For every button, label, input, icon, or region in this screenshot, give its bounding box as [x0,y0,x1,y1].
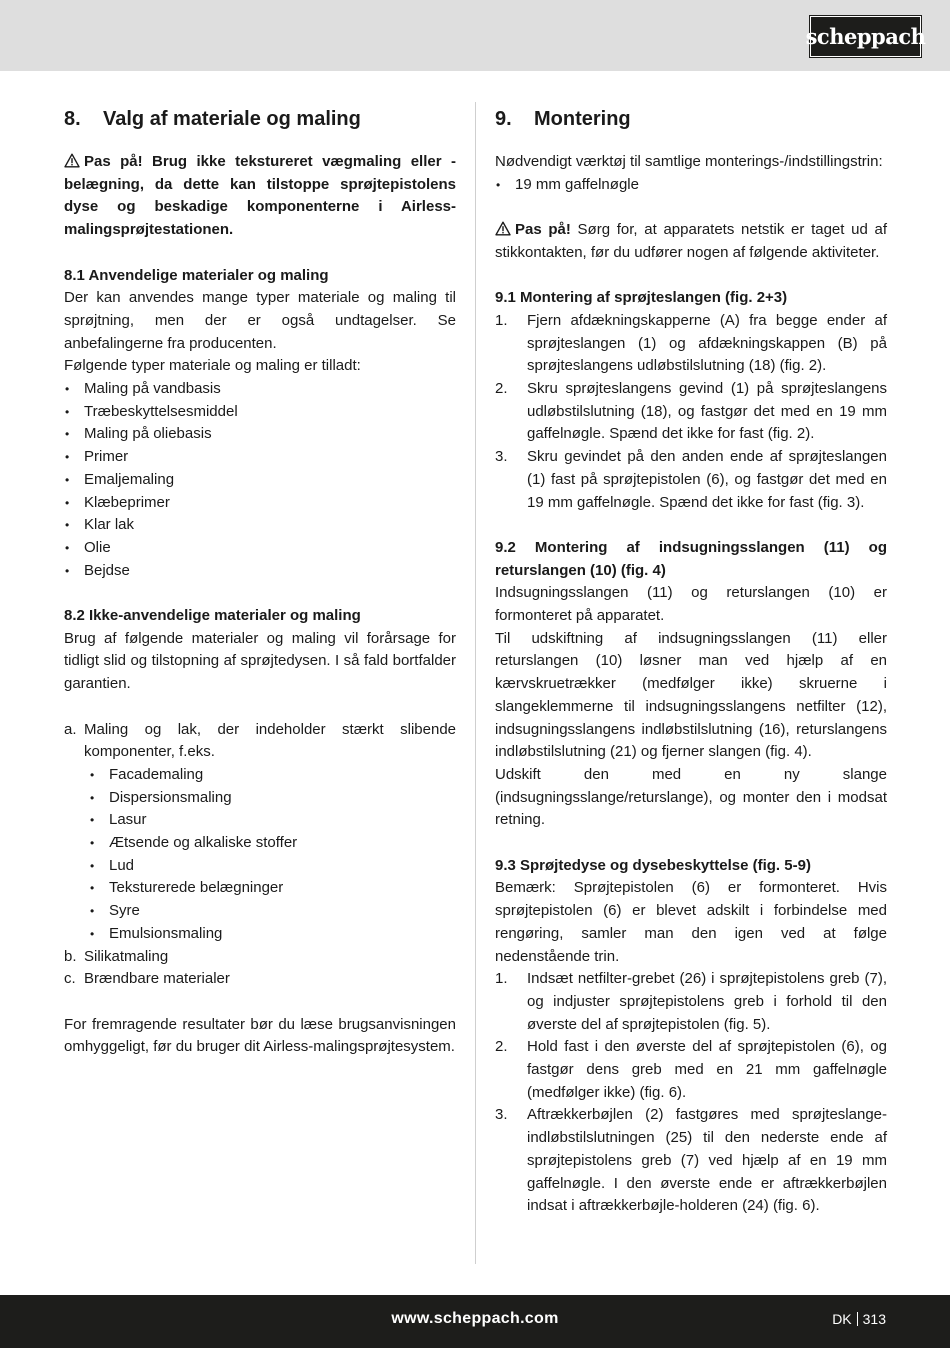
list-item: 2. Hold fast i den øverste del af sprøjtepistolen (6), og fastgør dens greb med en 21 mm gaffelnøgle (medfølger ikke) (fig. 6). [495,1038,887,1101]
list-item: 1. Fjern afdækningskapperne (A) fra begge ender af sprøjteslangen (1) og afdækningskappen (B) på sprøjteslangens udløbstilslutning (18) (fig. 2). [495,311,887,375]
list-item-c: c. Brændbare materialer [64,970,230,988]
list-item: • Klæbeprimer [64,492,456,515]
section-9-2-title: 9.2 Montering af indsugningsslangen (11) og returslangen (10) (fig. 4) [495,538,887,579]
list-item: • Maling på vandbasis [64,378,456,401]
list-item: • Lasur [89,809,456,832]
list-item: • Træbeskyttelsesmiddel [64,401,456,424]
list-item: • Emulsionsmaling [89,923,456,946]
section-8-heading: 8. Valg af materiale og maling [64,108,361,130]
list-item-b: b. Silikatmaling [64,947,169,965]
tools-text: Nødvendigt værktøj til samtlige monterings-/indstillingstrin: [495,153,883,170]
abrasive-materials-list [64,764,456,946]
right-column [495,100,887,1218]
section-9-2-text: Udskift den med en ny slange (indsugningsslange/returslange), og monter den i modsat retning. [495,765,887,829]
separator [857,1312,858,1326]
section-8-2-text: Brug af følgende materialer og maling vil forårsage for tidligt slid og tilstopning af sprøjtedysen. I så fald bortfalder garantien. [64,629,456,693]
list-item: 2. Skru sprøjteslangens gevind (1) på sprøjteslangens udløbstilslutning (18), og fastgør det med en 19 mm gaffelnøgle. Spænd det ikke for fast (fig. 2). [495,380,887,443]
footer-bar [0,1295,950,1348]
list-item: • Dispersionsmaling [89,787,456,810]
section-9-heading: 9. Montering [495,108,631,130]
list-item: 3. Skru gevindet på den anden ende af sprøjteslangen (1) fast på sprøjtepistolen (6), og fastgør det med en 19 mm gaffelnøgle. Spænd det ikke for fast (fig. 3). [495,448,887,511]
list-item: • Ætsende og alkaliske stoffer [89,832,456,855]
list-item: • 19 mm gaffelnøgle [495,174,887,197]
list-item: 3. Aftrækkerbøjlen (2) fastgøres med sprøjteslange-indløbstilslutningen (25) til den nederste ende af sprøjtepistolens greb (7) ved hjælp af en 19 mm gaffelnøgle. I den øverste ende er aftrækkerbøjlen indsat i aftrækkerbøjle-holderen (24) (fig. 6). [495,1106,887,1215]
list-item: • Maling på oliebasis [64,423,456,446]
list-item: • Syre [89,900,456,923]
tools-list [495,174,887,197]
website-link[interactable]: www.scheppach.com [391,1310,559,1327]
list-item: • Klar lak [64,514,456,537]
list-item: • Facademaling [89,764,456,787]
list-item: • Primer [64,446,456,469]
section-9-3-text: Bemærk: Sprøjtepistolen (6) er formonteret. Hvis sprøjtepistolen (6) er blevet adskilt i forbindelse med rengøring, samler man den igen ved at følge nedenstående trin. [495,879,887,965]
section-9-3-steps [495,968,887,1218]
section-8-1-title: 8.1 Anvendelige materialer og maling [64,266,329,284]
section-8-1-text: Der kan anvendes mange typer materiale og maling til sprøjtning, men der er også undtagelser. Se anbefalingerne fra producenten. [64,289,456,352]
allowed-materials-list [64,378,456,582]
section-9-1-title: 9.1 Montering af sprøjteslangen (fig. 2+3) [495,289,788,307]
section-9-2-text: Indsugningsslangen (11) og returslangen (10) er formonteret på apparatet. [495,584,887,625]
section-8-2-title: 8.2 Ikke-anvendelige materialer og maling [64,607,361,625]
closing-paragraph: For fremragende resultater bør du læse brugsanvisningen omhyggeligt, før du bruger dit Airless-malingsprøjtesystem. [64,1015,456,1056]
left-column [64,100,456,1059]
list-item-a: a. Maling og lak, der indeholder stærkt slibende komponenter, f.eks. [64,720,456,761]
section-9-2-text: Til udskiftning af indsugningsslangen (11) eller returslangen (10) løsner man ved hjælp af en kærvskruetrækker (medfølger ikke) skruerne i slangeklemmerne til indsugningsslangens netfilter (12), indsugningsslangens indløbstilslutning (16), returslangens indløbstilslutning (21) og fjerner slangen (fig. 4). [495,629,887,761]
list-item: • Bejdse [64,560,456,583]
scheppach-logo: scheppach [810,16,921,57]
header-bar [0,0,950,71]
list-item: • Olie [64,537,456,560]
list-item: 1. Indsæt netfilter-grebet (26) i sprøjtepistolens greb (7), og indjuster sprøjtepistolens greb i forhold til den øverste del af sprøjtepistolen (fig. 5). [495,970,887,1033]
section-8-1-intro: Følgende typer materiale og maling er tilladt: [64,357,361,375]
list-item: • Lud [89,855,456,878]
column-divider [475,102,476,1264]
warning-icon [495,221,511,236]
warning-paragraph: Pas på! Sørg for, at apparatets netstik er taget ud af stikkontakten, før du udfører nogen af følgende aktiviteter. [495,221,887,261]
section-9-1-steps [495,310,887,514]
section-9-3-title: 9.3 Sprøjtedyse og dysebeskyttelse (fig. 5-9) [495,856,811,874]
list-item: • Teksturerede belægninger [89,877,456,900]
page-number: DK 313 [832,1311,886,1327]
warning-icon [64,153,80,168]
warning-paragraph: Pas på! Brug ikke tekstureret vægmaling eller -belægning, da dette kan tilstoppe sprøjtepistolens dyse og beskadige komponenterne i Airless-malingsprøjtestationen. [64,153,456,239]
list-item: • Emaljemaling [64,469,456,492]
